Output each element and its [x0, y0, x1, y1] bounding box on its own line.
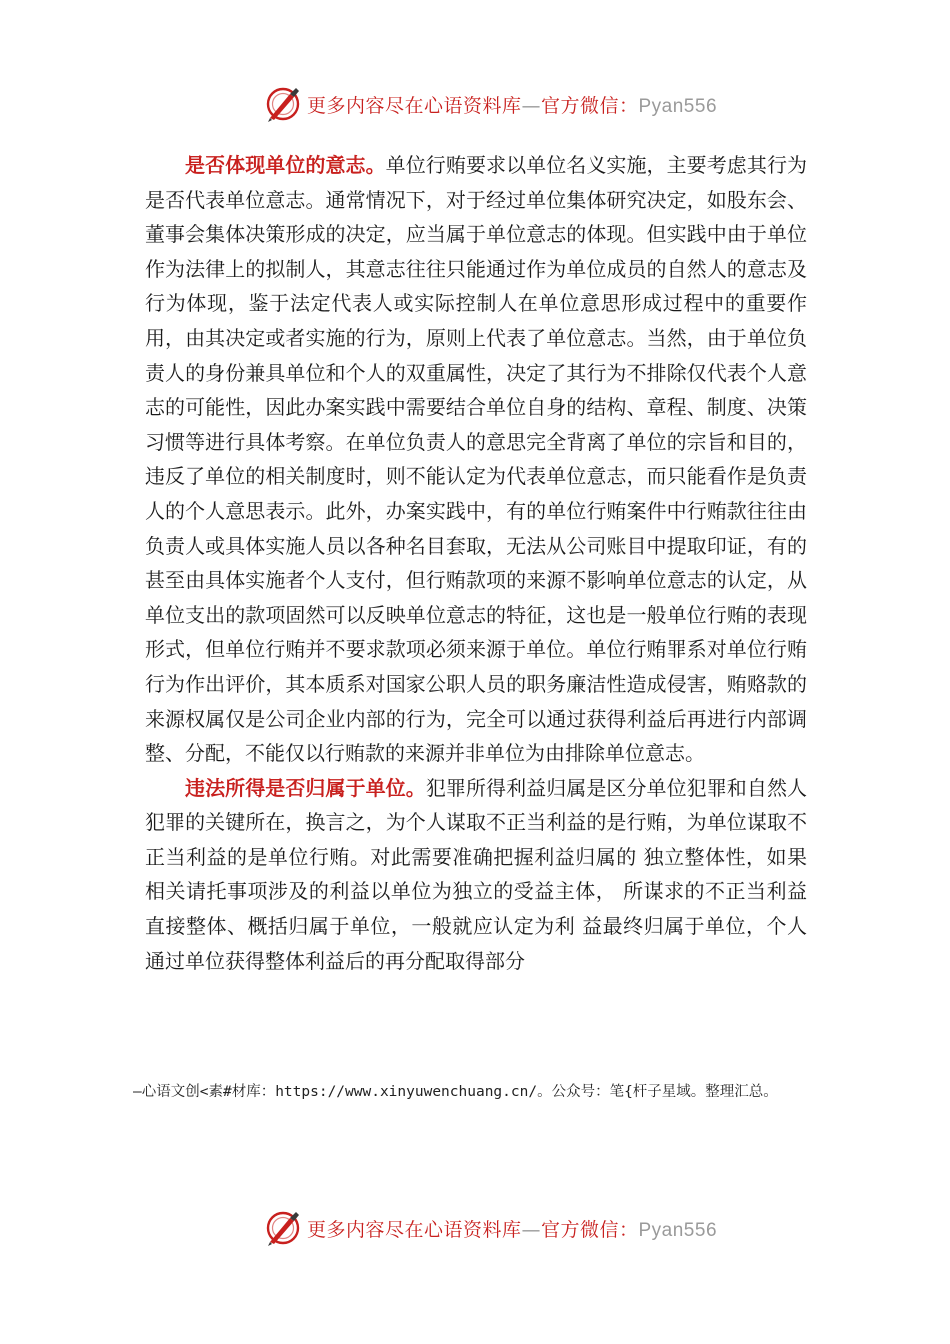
paragraph-text: 单位行贿要求以单位名义实施，主要考虑其行为是否代表单位意志。通常情况下，对于经过单位集体研究决定，如股东会、董事会集体决策形成的决定，应当属于单位意志的体现。但实践中由于单位作为法律上的拟制人，其意志往往只能通过作为单位成员的自然人的意志及行为体现，鉴于法定代表人或实际控制人在单位意思形成过程中的重要作用，由其决定或者实施的行为，原则上代表了单位意志。当然，由于单位负责人的身份兼具单位和个人的双重属性，决定了其行为不排除仅代表个人意志的可能性，因此办案实践中需要结合单位自身的结构、章程、制度、决策习惯等进行具体考察。在单位负责人的意思完全背离了单位的宗旨和目的，违反了单位的相关制度时，则不能认定为代表单位意志，而只能看作是负责人的个人意思表示。此外，办案实践中，有的单位行贿案件中行贿款往往由负责人或具体实施人员以各种名目套取，无法从公司账目中提取印证，有的甚至由具体实施者个人支付，但行贿款项的来源不影响单位意志的认定，从单位支出的款项固然可以反映单位意志的特征，这也是一般单位行贿的表现形式，但单位行贿并不要求款项必须来源于单位。单位行贿罪系对单位行贿行为作出评价，其本质系对国家公职人员的职务廉洁性造成侵害，贿赂款的来源权属仅是公司企业内部的行为，完全可以通过获得利益后再进行内部调整、分配，不能仅以行贿款的来源并非单位为由排除单位意志。	[145, 153, 808, 766]
header-banner	[0, 82, 950, 126]
wechat-label: 官方微信：	[540, 94, 639, 117]
banner-text	[307, 1215, 717, 1242]
brand-text: 更多内容尽在心语资料库	[306, 1218, 522, 1241]
paragraph-heading: 违法所得是否归属于单位。	[185, 775, 426, 800]
wechat-label: 官方微信：	[540, 1218, 639, 1241]
paragraph-will	[145, 148, 807, 771]
brand-text: 更多内容尽在心语资料库	[306, 94, 522, 117]
document-body	[145, 148, 807, 978]
banner-text	[307, 91, 717, 118]
banner-separator: —	[521, 94, 541, 117]
paragraph-benefit	[145, 771, 807, 979]
paragraph-heading: 是否体现单位的意志。	[185, 153, 386, 177]
banner-separator: —	[521, 1218, 541, 1241]
source-note: —心语文创<素#材库：https://www.xinyuwenchuang.cn/。公众号：笔{杆子星域。整理汇总。	[133, 1084, 778, 1100]
paragraph-text: 犯罪所得利益归属是区分单位犯罪和自然人犯罪的关键所在，换言之，为个人谋取不正当利益的是行贿，为单位谋取不正当利益的是单位行贿。对此需要准确把握利益归属的 独立整体性，如果相关请托事项涉及的利益以单位为独立的受益主体， 所谋求的不正当利益直接整体、概括归属于单位，一般就应认定为利 益最终归属于单位，个人通过单位获得整体利益后的再分配取得部分	[145, 775, 808, 973]
wechat-id: Pyan556	[638, 1219, 718, 1241]
footer-banner	[0, 1206, 950, 1250]
pen-logo-icon	[263, 84, 303, 124]
wechat-id: Pyan556	[638, 95, 718, 117]
pen-logo-icon	[263, 1208, 303, 1248]
